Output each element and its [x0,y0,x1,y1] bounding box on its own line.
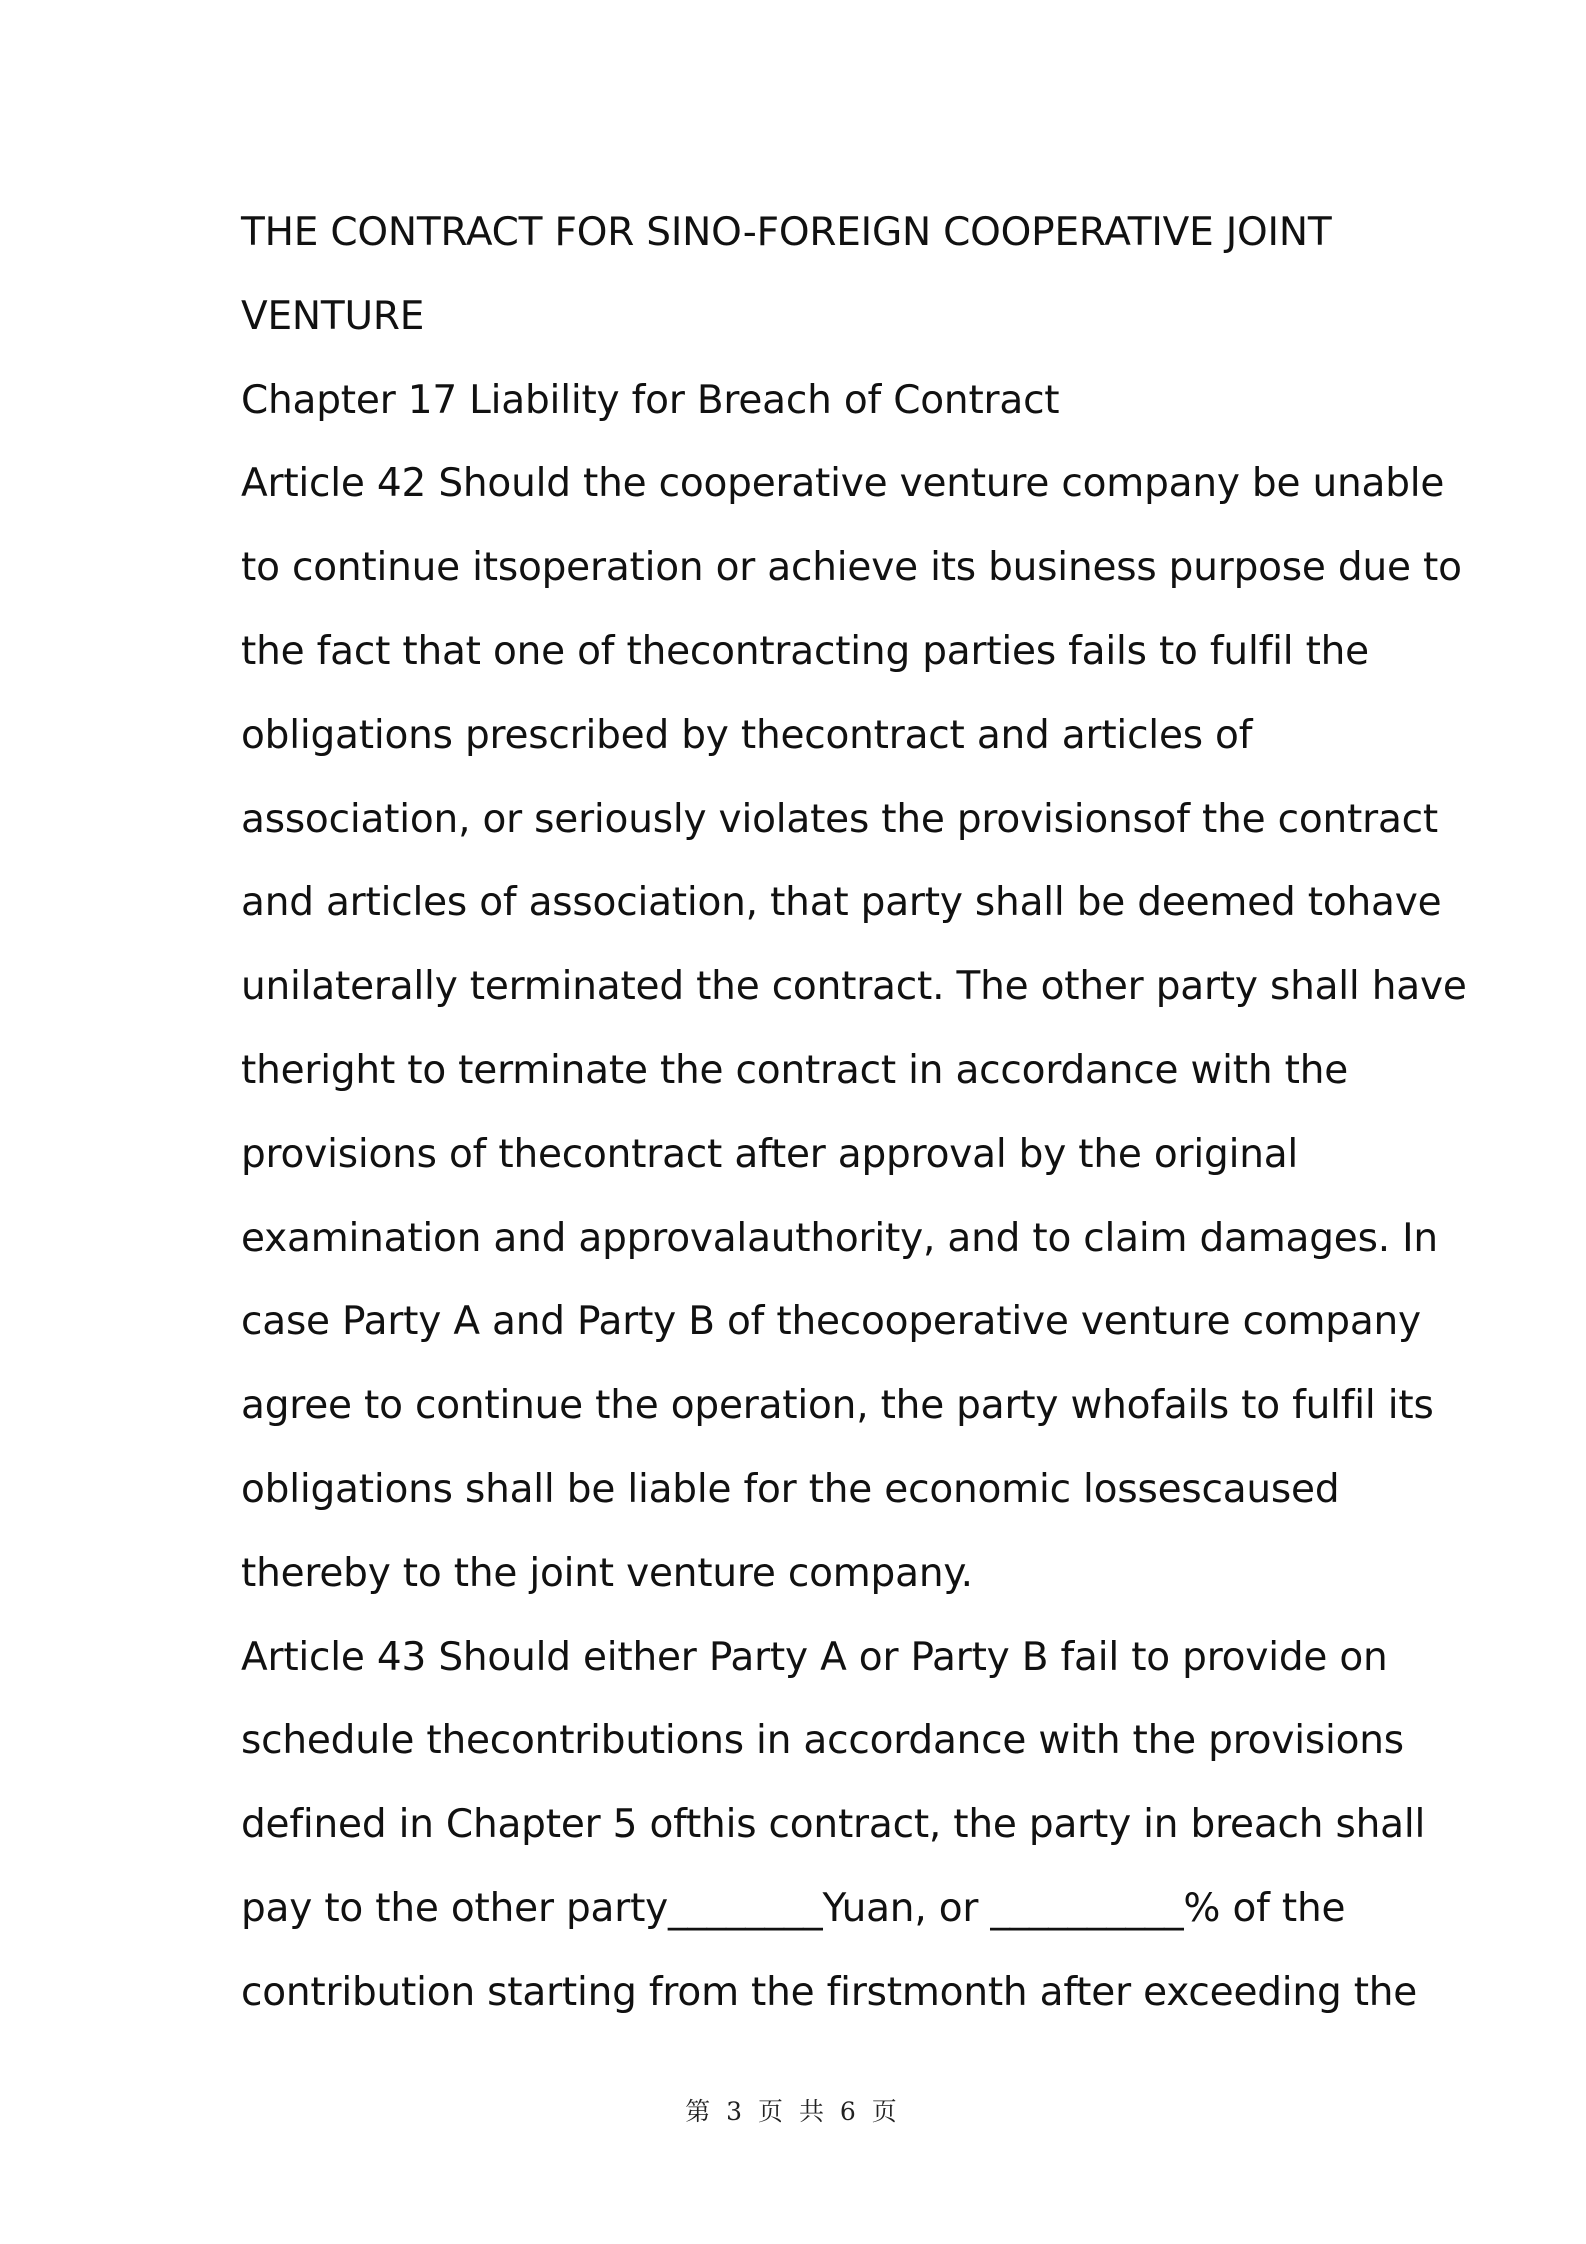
article-43-line-3: defined in Chapter 5 ofthis contract, the party in breach shall [241,1802,1426,1848]
title-line-1: THE CONTRACT FOR SINO-FOREIGN COOPERATIVE JOINT [241,210,1332,255]
document-body [241,191,1467,2035]
article-42-line-5: association, or seriously violates the provisionsof the contract [241,796,1438,842]
article-42-line-11: case Party A and Party B of thecooperative venture company [241,1299,1421,1345]
article-42-line-3: the fact that one of thecontracting parties fails to fulfil the [241,628,1369,674]
article-42-line-7: unilaterally terminated the contract. The other party shall have [241,964,1467,1010]
chapter-heading: Chapter 17 Liability for Breach of Contract [241,377,1060,423]
title-line-2: VENTURE [241,293,425,339]
article-42-line-14: thereby to the joint venture company. [241,1550,973,1596]
page-number-footer: 第 3 页 共 6 页 [685,2097,901,2126]
article-42-line-8: theright to terminate the contract in accordance with the [241,1047,1349,1093]
article-42-line-4: obligations prescribed by thecontract and articles of [241,712,1253,758]
article-42-line-6: and articles of association, that party shall be deemed tohave [241,880,1442,926]
article-43-line-1: Article 43 Should either Party A or Party B fail to provide on [241,1634,1388,1680]
article-43-line-2: schedule thecontributions in accordance with the provisions [241,1718,1404,1764]
article-42-line-12: agree to continue the operation, the party whofails to fulfil its [241,1383,1434,1429]
article-43-line-5: contribution starting from the firstmonth after exceeding the [241,1969,1418,2015]
article-42-line-10: examination and approvalauthority, and to claim damages. In [241,1215,1438,1261]
article-43-line-4: pay to the other party________Yuan, or __________% of the [241,1885,1346,1931]
article-42-line-9: provisions of thecontract after approval by the original [241,1131,1299,1177]
article-42-line-13: obligations shall be liable for the economic lossescaused [241,1466,1340,1512]
article-42-line-2: to continue itsoperation or achieve its business purpose due to [241,545,1462,591]
article-42-line-1: Article 42 Should the cooperative venture company be unable [241,461,1445,507]
